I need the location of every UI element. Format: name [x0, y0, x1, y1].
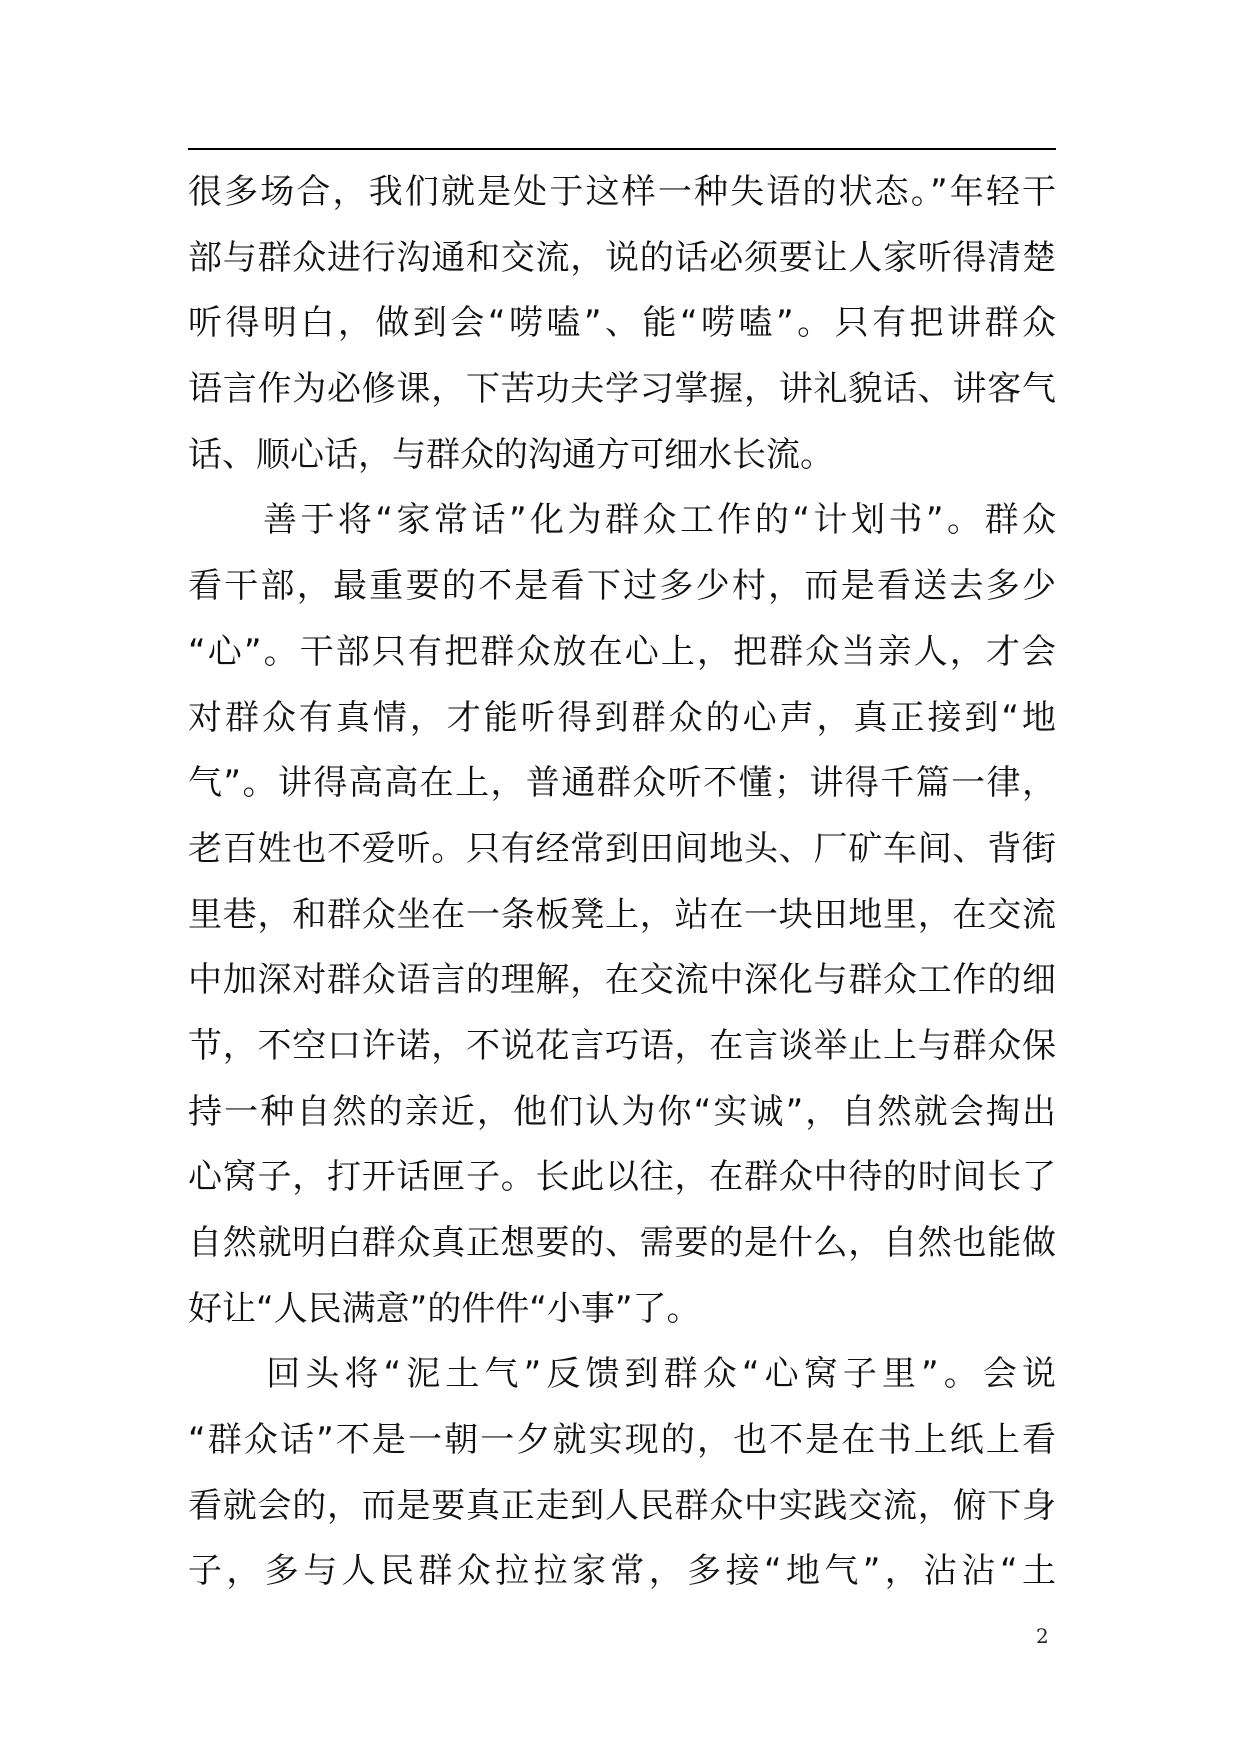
text-line: 持一种自然的亲近，他们认为你“实诚”，自然就会掏出 — [188, 1091, 1056, 1132]
text-line: 善于将“家常话”化为群众工作的“计划书”。群众 — [188, 500, 1056, 541]
text-line: 自然就明白群众真正想要的、需要的是什么，自然也能做 — [188, 1223, 1056, 1263]
text-line: 老百姓也不爱听。只有经常到田间地头、厂矿车间、背街 — [188, 828, 1056, 869]
text-line: 看就会的，而是要真正走到人民群众中实践交流，俯下身 — [188, 1485, 1056, 1526]
text-line: “群众话”不是一朝一夕就实现的，也不是在书上纸上看 — [188, 1420, 1056, 1461]
text-line: 对群众有真情，才能听得到群众的心声，真正接到“地 — [188, 697, 1056, 738]
page-body — [188, 160, 1056, 1605]
text-line: 心窝子，打开话匣子。长此以往，在群众中待的时间长了 — [188, 1157, 1056, 1198]
text-line: 气”。讲得高高在上，普通群众听不懂；讲得千篇一律， — [188, 763, 1056, 804]
text-line: 节，不空口许诺，不说花言巧语，在言谈举止上与群众保 — [188, 1025, 1056, 1066]
text-line: 好让“人民满意”的件件“小事”了。 — [188, 1288, 701, 1329]
text-line: 里巷，和群众坐在一条板凳上，站在一块田地里，在交流 — [188, 894, 1056, 935]
text-line: 很多场合，我们就是处于这样一种失语的状态。”年轻干 — [188, 172, 1056, 212]
header-rule — [188, 148, 1056, 150]
text-line: 看干部，最重要的不是看下过多少村，而是看送去多少 — [188, 566, 1056, 607]
text-line: 中加深对群众语言的理解，在交流中深化与群众工作的细 — [188, 960, 1056, 1001]
text-line: 话、顺心话，与群众的沟通方可细水长流。 — [188, 434, 834, 475]
text-line: 子，多与人民群众拉拉家常，多接“地气”，沾沾“土 — [188, 1551, 1056, 1592]
text-line: 部与群众进行沟通和交流，说的话必须要让人家听得清楚 — [188, 237, 1056, 278]
page-number: 2 — [1036, 1624, 1049, 1648]
text-line: 听得明白，做到会“唠嗑”、能“唠嗑”。只有把讲群众 — [188, 303, 1056, 344]
text-line: “心”。干部只有把群众放在心上，把群众当亲人，才会 — [188, 631, 1056, 672]
text-line: 语言作为必修课，下苦功夫学习掌握，讲礼貌话、讲客气 — [188, 369, 1056, 410]
text-line: 回头将“泥土气”反馈到群众“心窝子里”。会说 — [188, 1354, 1056, 1395]
